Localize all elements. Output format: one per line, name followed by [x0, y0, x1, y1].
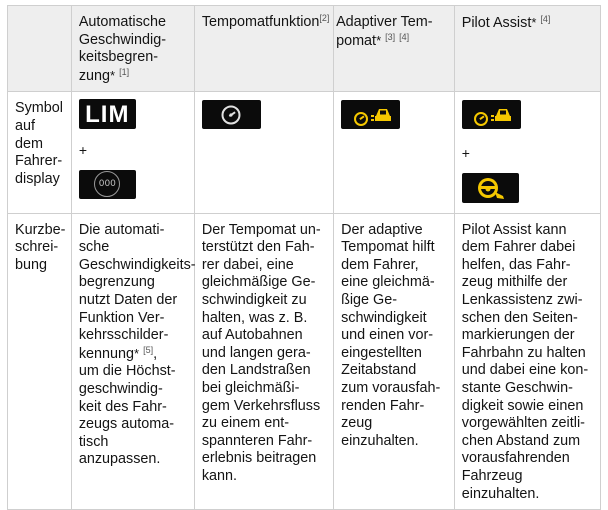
desc-line: dem Fahrer dabei [461, 239, 576, 256]
symbol-cell-cruise-control [194, 92, 333, 213]
label-line: auf [15, 117, 36, 134]
symbol-cell-adaptive-cruise [334, 92, 455, 213]
desc-line: keit des Fahr- [78, 398, 167, 415]
steering-wheel-icon-svg [473, 175, 507, 201]
desc-line: Tempomat hilft [341, 239, 435, 256]
speed-sign-value: 000 [94, 171, 120, 197]
row-label-symbol [8, 92, 72, 213]
label-line: dem [15, 135, 43, 152]
footnote-star: * [531, 15, 537, 30]
symbol-row [8, 92, 601, 213]
desc-line: chen Abstand zum [461, 432, 581, 449]
desc-line: nutzt Daten der [78, 292, 178, 309]
desc-line: Pilot Assist kann [461, 221, 567, 238]
description-adaptive-cruise [334, 213, 455, 510]
desc-line: Die automati- [78, 221, 165, 238]
desc-line: helfen, das Fahr- [461, 256, 571, 273]
footnote-ref-4[interactable]: [4] [399, 31, 410, 42]
desc-line: zeug mithilfe der [461, 274, 568, 291]
symbol-cell-speed-limiter [71, 92, 194, 213]
adaptive-cruise-control-icon-svg [347, 103, 395, 127]
desc-line: Funktion Ver- [78, 309, 165, 326]
header-line: Geschwindig- [78, 31, 166, 48]
header-empty-cell [8, 6, 72, 92]
desc-line: um die Höchst- [78, 363, 176, 380]
desc-line: tisch [78, 433, 109, 450]
header-line: zung [78, 67, 111, 84]
footnote-ref-1[interactable]: [1] [119, 66, 130, 77]
desc-line: Lenkassistenz zwi- [461, 292, 583, 309]
symbol-cell-pilot-assist [454, 92, 600, 213]
footnote-star: * [376, 32, 382, 48]
desc-line: spannteren Fahr- [201, 432, 313, 449]
cruise-control-icon [202, 100, 261, 129]
desc-line: sche [78, 239, 110, 256]
desc-line: geschwindig- [78, 381, 163, 397]
header-speed-limiter [71, 6, 194, 92]
desc-line: vorgewählten zeitli- [461, 415, 585, 432]
description-speed-limiter [71, 213, 194, 510]
desc-line: kennung [78, 345, 135, 362]
cruise-control-icon-svg [220, 104, 242, 126]
desc-line: erlebnis beitragen [201, 450, 317, 467]
label-line: Fahrer- [15, 153, 63, 170]
desc-line: Fahrbahn zu halten [461, 344, 586, 361]
desc-line: und einen vor- [341, 327, 434, 344]
desc-line: eine gleichmä- [341, 274, 435, 291]
desc-line: zeug [341, 415, 373, 432]
desc-line: zeugs automa- [78, 416, 175, 433]
desc-line: schwindigkeit zu [201, 292, 307, 309]
desc-line: Der Tempomat un- [201, 221, 321, 238]
desc-line: markierungen der [461, 327, 575, 344]
desc-line: einzuhalten. [461, 485, 540, 502]
desc-line: gleichmäßige Ge- [201, 274, 316, 291]
desc-line: schen den Seiten- [461, 309, 578, 326]
label-line: Kurzbe- [15, 221, 66, 238]
desc-line: Der adaptive [341, 221, 423, 238]
desc-line: kehrsschilder- [78, 327, 169, 344]
label-line: display [15, 170, 60, 187]
header-line: Adaptiver Tem- [336, 14, 433, 30]
desc-line: zum vorausfah- [341, 380, 441, 396]
traffic-sign-speed-icon [79, 170, 136, 199]
speed-limiter-lim-icon: LIM [79, 99, 136, 129]
header-text: Pilot Assist [461, 15, 532, 31]
desc-line: stante Geschwin- [461, 380, 573, 396]
desc-line: Zeitabstand [341, 362, 417, 379]
desc-line: digkeit sowie einen [461, 397, 584, 414]
footnote-star: * [110, 67, 116, 83]
comparison-table [7, 5, 601, 510]
header-line: pomat [336, 32, 377, 49]
description-pilot-assist [454, 213, 600, 510]
desc-line: gem Verkehrsfluss [201, 397, 321, 414]
desc-line: auf Autobahnen [201, 327, 303, 344]
footnote-ref-4[interactable]: [4] [540, 14, 551, 24]
pilot-acc-icon-svg [467, 103, 515, 127]
header-row [8, 6, 601, 92]
desc-line: bei gleichmäßi- [201, 380, 300, 396]
footnote-ref-3[interactable]: [3] [385, 31, 396, 42]
desc-line: schwindigkeit [341, 309, 427, 326]
header-pilot-assist [454, 6, 600, 92]
desc-line: den Landstraßen [201, 362, 311, 379]
desc-line: dem Fahrer, [341, 256, 419, 273]
header-cruise-control [194, 6, 333, 92]
desc-line: anzupassen. [78, 451, 161, 468]
label-line: Symbol [15, 100, 63, 117]
description-row [8, 213, 601, 510]
row-label-description [8, 213, 72, 510]
label-line: schrei- [15, 239, 59, 256]
plus-sign: + [78, 142, 87, 159]
desc-line: kann. [201, 467, 238, 484]
header-text: Tempomatfunktion [201, 14, 320, 30]
label-line: bung [15, 256, 48, 273]
desc-line: Geschwindigkeits- [78, 256, 196, 273]
footnote-ref-2[interactable]: [2] [319, 13, 330, 23]
desc-line: eingestellten [341, 344, 422, 361]
description-cruise-control [194, 213, 333, 510]
desc-line: terstützt den Fah- [201, 239, 315, 256]
desc-line: halten, was z. B. [201, 309, 308, 326]
desc-line: Fahrzeug [461, 467, 523, 484]
header-line: Automatische [78, 14, 166, 30]
plus-sign: + [461, 145, 470, 162]
adaptive-cruise-control-icon [462, 100, 521, 129]
adaptive-cruise-control-icon [341, 100, 400, 129]
desc-line: und dabei eine kon- [461, 362, 589, 379]
desc-line: vorausfahrenden [461, 450, 570, 467]
header-line: keitsbegren- [78, 49, 159, 66]
desc-line: ßige Ge- [341, 292, 398, 309]
desc-line: rer dabei, eine [201, 256, 294, 273]
desc-line: renden Fahr- [341, 397, 425, 414]
desc-line: und langen gera- [201, 344, 311, 361]
desc-line: begrenzung [78, 274, 155, 291]
desc-comma: , [153, 345, 158, 362]
desc-line: zu einem ent- [201, 415, 289, 432]
footnote-star: * [134, 345, 140, 361]
footnote-ref-5[interactable]: [5] [143, 344, 154, 355]
header-adaptive-cruise [334, 6, 455, 92]
desc-line: einzuhalten. [341, 432, 419, 449]
steering-wheel-assist-icon [462, 173, 519, 203]
